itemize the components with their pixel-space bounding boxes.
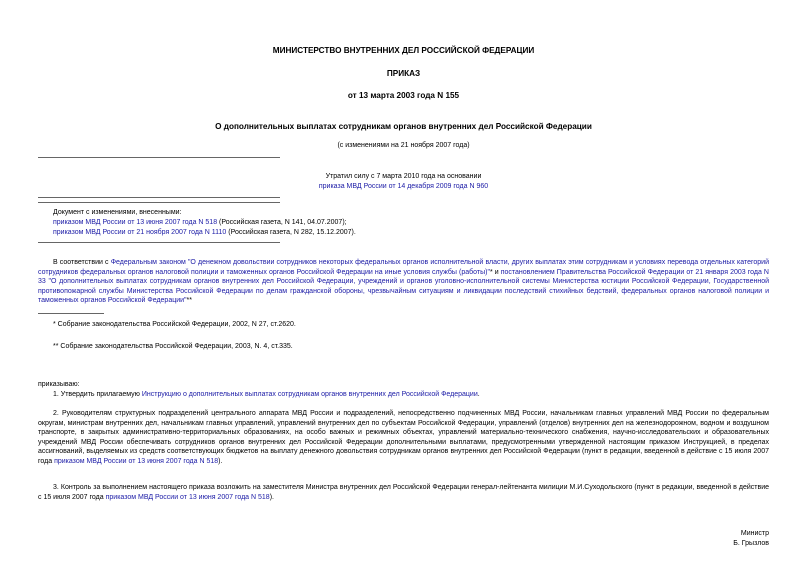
signature-role: Министр [740, 530, 769, 537]
government-decree-link[interactable]: постановлением Правительства Российской Федерации от 21 января 2003 года N 33 "О дополнительных выплатах сотрудникам органов внутренних дел Российской Федерации, учреждений и органов уголовно-исполнительной системы Министерства юстиции Российской Федерации, Государственной противопожарной службы Министерства Российской Федерации по делам гражданской обороны, чрезвычайным ситуациям и ликвидации последствий стихийных бедствий, федеральных органов налоговой полиции и таможенных органов Российской Федерации" [38, 268, 769, 304]
order-item-1: 1. Утвердить прилагаемую Инструкцию о дополнительных выплатах сотрудникам органов внутренних дел Российской Федерации. [53, 391, 480, 398]
amended-note: (с изменениями на 21 ноября 2007 года) [337, 142, 470, 149]
doc-type-heading: ПРИКАЗ [386, 69, 421, 78]
change-item [53, 228, 356, 238]
order-word: приказываю: [38, 381, 80, 388]
order-item-3: 3. Контроль за выполнением настоящего приказа возложить на заместителя Министра внутренних дел Российской Федерации генерал-лейтенанта милиции М.И.Суходольского (пункт в редакции, введенной в действие с 15 июля 2007 года приказом МВД России от 13 июня 2007 года N 518). [38, 484, 769, 501]
lost-force-link[interactable]: приказа МВД России от 14 декабря 2009 года N 960 [318, 183, 489, 190]
preamble-paragraph: В соответствии с Федеральным законом "О денежном довольствии сотрудников некоторых федеральных органов исполнительной власти, других выплатах этим сотрудникам и условиях перевода отдельных категорий сотрудников федеральных органов налоговой полиции и таможенных органов Российской Федерации на иные условия службы (работы)"* и постановлением Правительства Российской Федерации от 21 января 2003 года N 33 "О дополнительных выплатах сотрудникам органов внутренних дел Российской Федерации, учреждений и органов уголовно-исполнительной системы Министерства юстиции Российской Федерации, Государственной противопожарной службы Министерства Российской Федерации по делам гражданской обороны, чрезвычайным ситуациям и ликвидации последствий стихийных бедствий, федеральных органов налоговой полиции и таможенных органов Российской Федерации"** [38, 259, 770, 304]
lost-force-line [0, 182, 807, 192]
change-item [53, 218, 347, 228]
change-link[interactable]: приказом МВД России от 21 ноября 2007 года N 1110 [53, 229, 227, 236]
change-source: (Российская газета, N 282, 15.12.2007). [226, 229, 356, 236]
lost-force-text: Утратил силу с 7 марта 2010 года на основании [325, 173, 482, 180]
signature-name: Б. Грызлов [733, 540, 769, 547]
ministry-heading: МИНИСТЕРСТВО ВНУТРЕННИХ ДЕЛ РОССИЙСКОЙ ФЕДЕРАЦИИ [272, 46, 535, 55]
date-number-heading: от 13 марта 2003 года N 155 [347, 91, 460, 100]
federal-law-link[interactable]: Федеральным законом "О денежном довольствии сотрудников некоторых федеральных органов исполнительной власти, других выплатах этим сотрудникам и условиях перевода отдельных категорий сотрудников федеральных органов налоговой полиции и таможенных органов Российской Федерации на иные условия службы (работы)" [38, 259, 770, 276]
changes-heading: Документ с изменениями, внесенными: [53, 209, 182, 216]
document-title: О дополнительных выплатах сотрудникам органов внутренних дел Российской Федерации [215, 122, 592, 131]
footnote: * Собрание законодательства Российской Федерации, 2002, N 27, ст.2620. [53, 321, 296, 328]
order-item-2: 2. Руководителям структурных подразделений центрального аппарата МВД России и подразделений, непосредственно подчиненных МВД России, начальникам главных управлений МВД России по федеральным округам, министрам внутренних дел, начальникам главных управлений, управлений внутренних дел по субъектам Российской Федерации, управлений (отделов) внутренних дел на железнодорожном, водном и воздушном транспорте, в закрытых административно-территориальных образованиях, на особо важных и режимных объектах, управлений материально-технического снабжения, научно-исследовательских и образовательных учреждений МВД России обеспечивать сотрудников органов внутренних дел Российской Федерации дополнительными выплатами, предусмотренными утвержденной настоящим приказом Инструкцией, в пределах ассигнований, выделяемых из средств соответствующих бюджетов на выплату денежного довольствия сотрудникам органов внутренних дел Российской Федерации (пункт в редакции, введенной в действие с 15 июля 2007 года приказом МВД России от 13 июня 2007 года N 518). [38, 410, 769, 465]
change-link[interactable]: приказом МВД России от 13 июня 2007 года N 518 [53, 219, 218, 226]
divider [38, 197, 280, 198]
change-source: (Российская газета, N 141, 04.07.2007); [217, 219, 347, 226]
divider [38, 202, 280, 203]
divider [38, 242, 280, 243]
amendment-link[interactable]: приказом МВД России от 13 июня 2007 года N 518 [105, 493, 270, 501]
amendment-link[interactable]: приказом МВД России от 13 июня 2007 года N 518 [54, 457, 219, 465]
instruction-link[interactable]: Инструкцию о дополнительных выплатах сотрудникам органов внутренних дел Российской Федерации [141, 391, 478, 398]
divider [38, 157, 280, 158]
footnote: ** Собрание законодательства Российской Федерации, 2003, N. 4, ст.335. [53, 343, 293, 350]
footnote-divider [38, 313, 104, 314]
